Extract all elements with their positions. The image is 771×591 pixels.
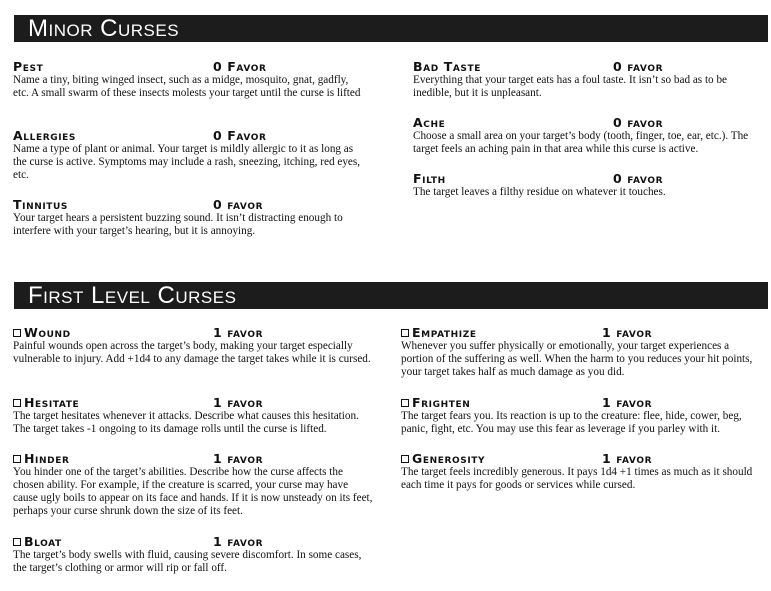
curse-entry-frighten — [401, 396, 763, 436]
section-banner-minor-curses — [14, 15, 768, 42]
curse-name: Ache — [413, 115, 446, 130]
curse-favor: 0 favor — [613, 59, 664, 74]
curse-name: Generosity — [412, 451, 486, 466]
curse-name: Frighten — [412, 395, 471, 410]
curse-description: Choose a small area on your target’s body (tooth, finger, toe, ear, etc.). The target feels an aching pain in that area while this curse is active. — [413, 130, 749, 155]
checkbox[interactable] — [401, 399, 409, 407]
curse-favor: 0 favor — [613, 115, 664, 130]
curse-name: Hesitate — [24, 395, 80, 410]
curse-description: The target leaves a filthy residue on whatever it touches. — [413, 186, 666, 198]
curse-favor: 1 favor — [213, 395, 264, 410]
section-title: First Level Curses — [28, 282, 237, 309]
curse-entry-empathize — [401, 326, 763, 379]
curse-description: You hinder one of the target’s abilities. Describe how the curse affects the chosen ability. For example, if the creature is scarred, your curse may have cause ugly boils to appear on its face and hands. If it is now unsteady on its feet, perhaps your curse shrunk down the size of its feet. — [13, 466, 373, 517]
curse-description: The target’s body swells with fluid, causing severe discomfort. In some cases, the target’s clothing or armor will rip or fall off. — [13, 549, 362, 574]
curse-description: The target fears you. Its reaction is up to the creature: flee, hide, cower, beg, panic, fight, etc. You may use this fear as leverage if you parley with it. — [401, 410, 742, 435]
curse-entry-allergies — [13, 129, 365, 182]
curse-favor: 0 Favor — [213, 59, 267, 74]
curse-entry-ache — [413, 116, 763, 156]
curse-description: Name a type of plant or animal. Your target is mildly allergic to it as long as the curse is active. Symptoms may include a rash, sneezing, itching, red eyes, etc. — [13, 143, 361, 181]
curse-favor: 1 favor — [602, 451, 653, 466]
section-title: Minor Curses — [28, 15, 180, 42]
curse-description: The target feels incredibly generous. It pays 1d4 +1 times as much as it should each time it pays for goods or services while cursed. — [401, 466, 753, 491]
curse-description: Your target hears a persistent buzzing sound. It isn’t distracting enough to interfere with your target’s hearing, but it is annoying. — [13, 212, 343, 237]
curse-description: The target hesitates whenever it attacks. Describe what causes this hesitation. The target takes -1 ongoing to its damage rolls until the curse is lifted. — [13, 410, 359, 435]
curse-entry-generosity — [401, 452, 763, 492]
checkbox[interactable] — [401, 329, 409, 337]
curse-description: Whenever you suffer physically or emotionally, your target experiences a portion of the suffering as well. When the harm to you reduces your hit points, your target takes half as much damage as you did. — [401, 340, 753, 378]
curse-entry-hinder — [13, 452, 373, 518]
curse-name: Empathize — [412, 325, 477, 340]
curse-entry-filth — [413, 172, 763, 199]
section-banner-first-level-curses — [14, 282, 768, 309]
curse-favor: 1 favor — [213, 451, 264, 466]
curse-entry-bloat — [13, 535, 373, 575]
checkbox[interactable] — [13, 538, 21, 546]
curse-name: Allergies — [13, 128, 76, 143]
curse-name: Wound — [24, 325, 71, 340]
checkbox[interactable] — [401, 455, 409, 463]
curse-name: Filth — [413, 171, 446, 186]
curse-entry-wound — [13, 326, 373, 366]
curse-favor: 1 favor — [602, 395, 653, 410]
checkbox[interactable] — [13, 399, 21, 407]
curse-entry-bad-taste — [413, 60, 763, 100]
curse-favor: 0 Favor — [213, 128, 267, 143]
curse-name: Bloat — [24, 534, 62, 549]
curse-favor: 1 favor — [213, 534, 264, 549]
curse-name: Bad Taste — [413, 59, 481, 74]
curse-entry-tinnitus — [13, 198, 365, 238]
curse-name: Hinder — [24, 451, 70, 466]
curse-favor: 0 favor — [613, 171, 664, 186]
curse-name: Tinnitus — [13, 197, 69, 212]
curse-favor: 1 favor — [602, 325, 653, 340]
curse-entry-hesitate — [13, 396, 373, 436]
curse-description: Everything that your target eats has a foul taste. It isn’t so bad as to be inedible, but it is unpleasant. — [413, 74, 728, 99]
curse-name: Pest — [13, 59, 44, 74]
checkbox[interactable] — [13, 455, 21, 463]
curse-favor: 0 favor — [213, 197, 264, 212]
checkbox[interactable] — [13, 329, 21, 337]
curse-description: Painful wounds open across the target’s body, making your target especially vulnerable to injury. Add +1d4 to any damage the target takes while it is cursed. — [13, 340, 371, 365]
curse-entry-pest — [13, 60, 365, 100]
curse-favor: 1 favor — [213, 325, 264, 340]
curse-description: Name a tiny, biting winged insect, such as a midge, mosquito, gnat, gadfly, etc. A small swarm of these insects molests your target until the curse is lifted — [13, 74, 361, 99]
